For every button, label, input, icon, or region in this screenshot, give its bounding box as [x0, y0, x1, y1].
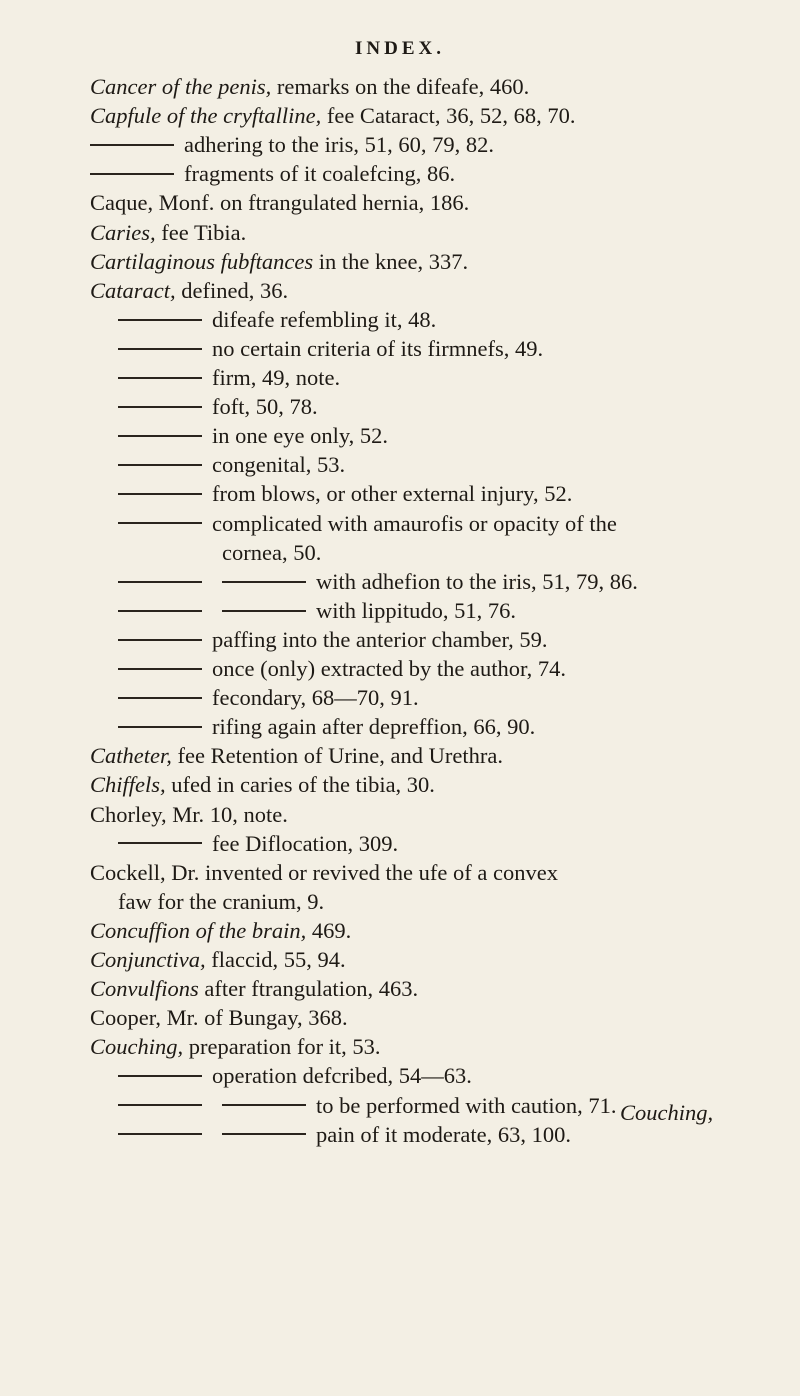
- entry-text: in one eye only, 52.: [212, 423, 389, 449]
- ditto-dash: [118, 493, 202, 495]
- entry-text: flaccid, 55, 94.: [205, 947, 346, 972]
- index-entry: [0, 596, 800, 626]
- index-entry: [0, 188, 800, 218]
- ditto-dash: [118, 697, 202, 699]
- entry-text: in the knee, 337.: [313, 248, 469, 274]
- entry-text: foft, 50, 78.: [212, 394, 318, 420]
- ditto-dash: [118, 668, 202, 670]
- ditto-dash: [118, 639, 202, 641]
- index-entry: [0, 450, 800, 480]
- entry-text: fragments of it coalefcing, 86.: [184, 161, 456, 187]
- entry-text: Chorley, Mr. 10, note.: [90, 801, 288, 827]
- entry-heading: Convulfions: [90, 976, 199, 1002]
- index-entry: [0, 276, 800, 306]
- index-entry: [0, 72, 800, 102]
- index-entry: [0, 1003, 800, 1033]
- ditto-dash: [118, 464, 202, 466]
- entry-heading: Catheter,: [90, 743, 172, 769]
- entry-text: adhering to the iris, 51, 60, 79, 82.: [184, 132, 494, 158]
- ditto-dash: [118, 406, 202, 408]
- index-entry: [0, 770, 800, 800]
- index-entry: [0, 479, 800, 509]
- ditto-dash: [118, 435, 202, 437]
- ditto-dash: [222, 1133, 306, 1135]
- entry-heading: Cancer of the penis,: [90, 74, 272, 99]
- page-header: INDEX.: [355, 38, 445, 59]
- ditto-dash: [118, 1075, 202, 1077]
- entry-text: pain of it moderate, 63, 100.: [316, 1121, 571, 1147]
- entry-heading: Cartilaginous fubftances: [90, 248, 314, 274]
- index-entry: [0, 567, 800, 597]
- entry-text: fee Tibia.: [155, 219, 247, 245]
- index-entry: [0, 741, 800, 771]
- entry-text: with adhefion to the iris, 51, 79, 86.: [316, 568, 638, 594]
- index-entry: [0, 712, 800, 742]
- index-entry: [0, 1061, 800, 1091]
- ditto-dash: [90, 144, 174, 146]
- ditto-dash: [118, 726, 202, 728]
- ditto-dash: [118, 348, 202, 350]
- entry-heading: Cataract,: [90, 277, 176, 303]
- entry-text: fee Cataract, 36, 52, 68, 70.: [321, 103, 576, 129]
- index-entry: [0, 887, 800, 917]
- index-entry: [0, 538, 800, 568]
- entry-text: paffing into the anterior chamber, 59.: [212, 626, 548, 652]
- index-entry: [0, 130, 800, 160]
- entry-text: remarks on the difeafe, 460.: [271, 74, 530, 99]
- ditto-dash: [118, 522, 202, 524]
- entry-text: defined, 36.: [175, 277, 289, 303]
- entry-text: after ftrangulation, 463.: [198, 976, 419, 1002]
- index-entry: [0, 363, 800, 393]
- index-entry: [0, 509, 800, 539]
- index-entry: [0, 654, 800, 684]
- ditto-dash: [118, 610, 202, 612]
- ditto-dash: [118, 1133, 202, 1135]
- entry-heading: Concuffion of the brain,: [90, 917, 307, 943]
- index-entry: [0, 800, 800, 830]
- index-entry: [0, 945, 800, 975]
- index-entry: [0, 916, 800, 946]
- entry-text: difeafe refembling it, 48.: [212, 306, 437, 332]
- catchword: Couching,: [620, 1100, 714, 1125]
- entry-text: from blows, or other external injury, 52.: [212, 481, 573, 507]
- ditto-dash: [118, 842, 202, 844]
- index-entry: [0, 683, 800, 713]
- index-entry: [0, 218, 800, 248]
- entry-text: operation defcribed, 54—63.: [212, 1063, 472, 1089]
- ditto-dash: [222, 581, 306, 583]
- index-entry: [0, 392, 800, 422]
- entry-text: no certain criteria of its firmnefs, 49.: [212, 335, 544, 361]
- entry-text: faw for the cranium, 9.: [118, 888, 325, 914]
- ditto-dash: [118, 581, 202, 583]
- entry-text: preparation for it, 53.: [183, 1034, 381, 1060]
- index-entry: [0, 101, 800, 131]
- ditto-dash: [222, 610, 306, 612]
- entry-text: congenital, 53.: [212, 452, 346, 478]
- entry-heading: Chiffels,: [90, 772, 166, 798]
- index-entry: [0, 625, 800, 655]
- index-entry: [0, 334, 800, 364]
- ditto-dash: [118, 1104, 202, 1106]
- ditto-dash: [222, 1104, 306, 1106]
- entry-text: 469.: [306, 917, 352, 943]
- index-entry: [0, 421, 800, 451]
- entry-text: firm, 49, note.: [212, 365, 341, 390]
- index-entry: [0, 974, 800, 1004]
- entry-text: ufed in caries of the tibia, 30.: [165, 772, 435, 798]
- ditto-dash: [90, 173, 174, 175]
- entry-text: fecondary, 68—70, 91.: [212, 685, 419, 711]
- index-entry: [0, 247, 800, 277]
- entry-text: to be performed with caution, 71.: [316, 1092, 617, 1118]
- entry-text: rifing again after depreffion, 66, 90.: [212, 714, 536, 740]
- entry-text: fee Diflocation, 309.: [212, 830, 399, 856]
- entry-heading: Capfule of the cryftalline,: [90, 103, 322, 129]
- index-entry: [0, 858, 800, 888]
- index-entry: [0, 1032, 800, 1062]
- index-entry: [0, 159, 800, 189]
- ditto-dash: [118, 377, 202, 379]
- entry-text: cornea, 50.: [222, 539, 322, 565]
- index-entry: [0, 829, 800, 859]
- entry-text: Caque, Monf. on ftrangulated hernia, 186.: [90, 190, 470, 216]
- entry-heading: Conjunctiva,: [90, 947, 206, 972]
- entry-text: once (only) extracted by the author, 74.: [212, 656, 566, 681]
- entry-text: with lippitudo, 51, 76.: [316, 597, 517, 623]
- entry-text: fee Retention of Urine, and Urethra.: [171, 743, 503, 769]
- entry-text: Cockell, Dr. invented or revived the ufe of a convex: [90, 859, 558, 885]
- index-entry: [0, 305, 800, 335]
- entry-heading: Couching,: [90, 1034, 184, 1060]
- entry-heading: Caries,: [90, 219, 156, 245]
- entry-text: complicated with amaurofis or opacity of the: [212, 510, 617, 536]
- entry-text: Cooper, Mr. of Bungay, 368.: [90, 1005, 348, 1031]
- ditto-dash: [118, 319, 202, 321]
